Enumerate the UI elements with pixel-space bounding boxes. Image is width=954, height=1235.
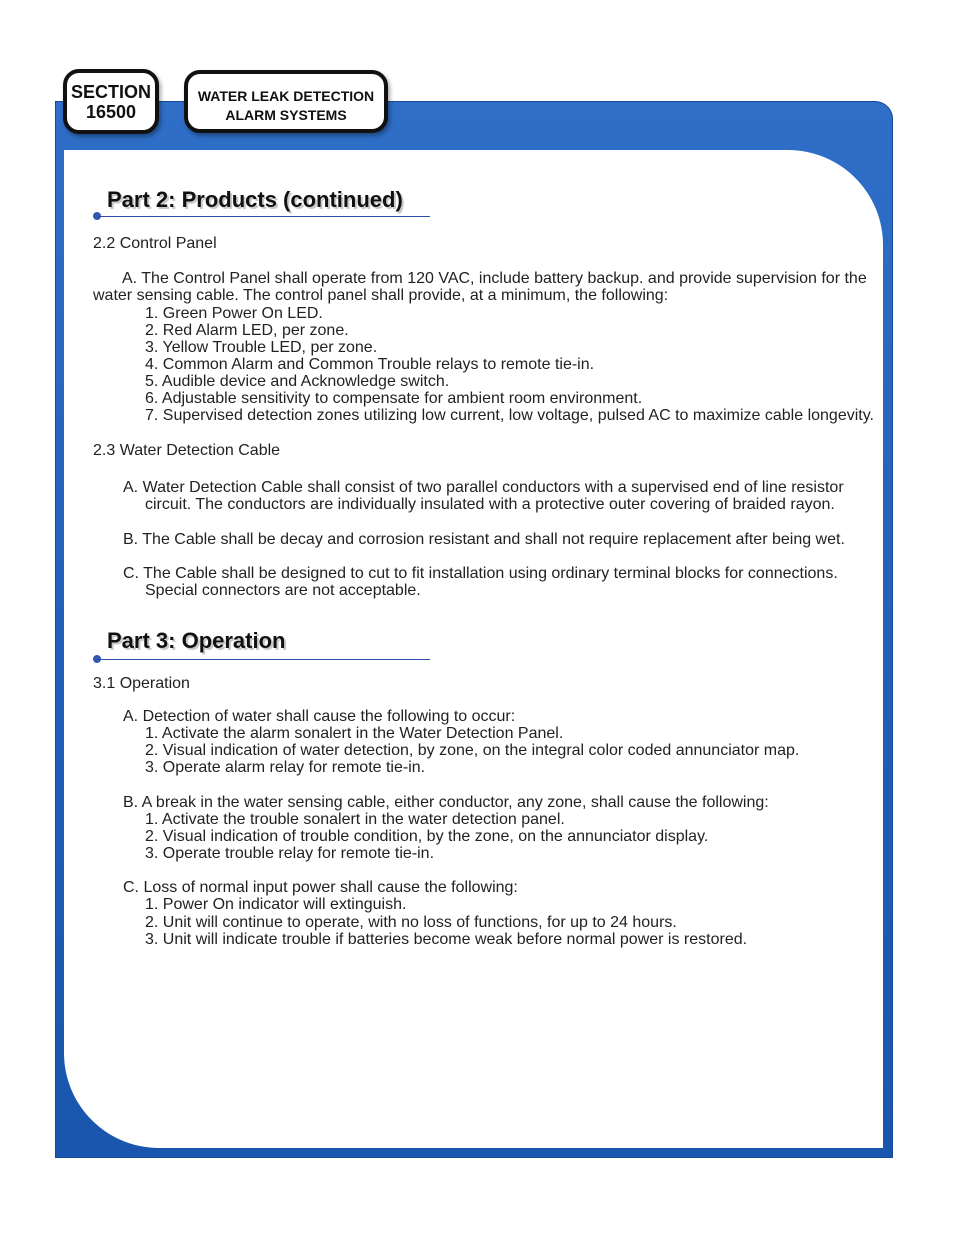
title-line-1: WATER LEAK DETECTION [197,88,375,104]
title-tab [184,70,388,133]
list-item: 1. Activate the trouble sonalert in the water detection panel. [145,811,565,828]
heading-rule [97,659,430,660]
s23-a-line2: circuit. The conductors are individually insulated with a protective outer covering of braided rayon. [145,496,835,513]
part3-heading: Part 3: Operation [107,628,286,653]
list-item: 5. Audible device and Acknowledge switch. [145,373,450,390]
title-line-2: ALARM SYSTEMS [225,107,347,123]
s22-a-line2: water sensing cable. The control panel shall provide, at a minimum, the following: [93,287,669,304]
list-item: 6. Adjustable sensitivity to compensate for ambient room environment. [145,390,643,407]
list-item: 2. Visual indication of trouble condition, by the zone, on the annunciator display. [145,828,709,845]
list-item: 4. Common Alarm and Common Trouble relays to remote tie-in. [145,356,595,373]
section-number: 16500 [85,102,137,122]
list-item: 3. Yellow Trouble LED, per zone. [145,339,378,356]
list-item: 3. Unit will indicate trouble if batteries become weak before normal power is restored. [145,931,748,948]
section-2-2-title: 2.2 Control Panel [93,235,217,252]
heading-rule [97,216,430,217]
s22-a-line1: A. The Control Panel shall operate from 120 VAC, include battery backup. and provide supervision for the [122,270,867,287]
part2-heading: Part 2: Products (continued) [107,187,403,212]
section-tab [63,69,159,134]
s23-a-line1: A. Water Detection Cable shall consist of two parallel conductors with a supervised end of line resistor [123,479,844,496]
section-2-3-title: 2.3 Water Detection Cable [93,442,281,459]
s31-b-intro: B. A break in the water sensing cable, either conductor, any zone, shall cause the following: [123,794,769,811]
list-item: 1. Power On indicator will extinguish. [145,896,407,913]
s23-c-line2: Special connectors are not acceptable. [145,582,421,599]
list-item: 3. Operate trouble relay for remote tie-in. [145,845,435,862]
list-item: 7. Supervised detection zones utilizing low current, low voltage, pulsed AC to maximize cable longevity. [145,407,874,424]
list-item: 2. Unit will continue to operate, with no loss of functions, for up to 24 hours. [145,914,677,931]
s23-b-line1: B. The Cable shall be decay and corrosion resistant and shall not require replacement after being wet. [123,531,845,548]
list-item: 1. Activate the alarm sonalert in the Water Detection Panel. [145,725,564,742]
list-item: 2. Red Alarm LED, per zone. [145,322,349,339]
list-item: 2. Visual indication of water detection, by zone, on the integral color coded annunciator map. [145,742,800,759]
section-3-1-title: 3.1 Operation [93,675,190,692]
s31-a-intro: A. Detection of water shall cause the following to occur: [123,708,516,725]
list-item: 1. Green Power On LED. [145,305,323,322]
section-label: SECTION [70,82,151,102]
list-item: 3. Operate alarm relay for remote tie-in. [145,759,426,776]
s31-c-intro: C. Loss of normal input power shall cause the following: [123,879,518,896]
s23-c-line1: C. The Cable shall be designed to cut to fit installation using ordinary terminal blocks for connections. [123,565,838,582]
